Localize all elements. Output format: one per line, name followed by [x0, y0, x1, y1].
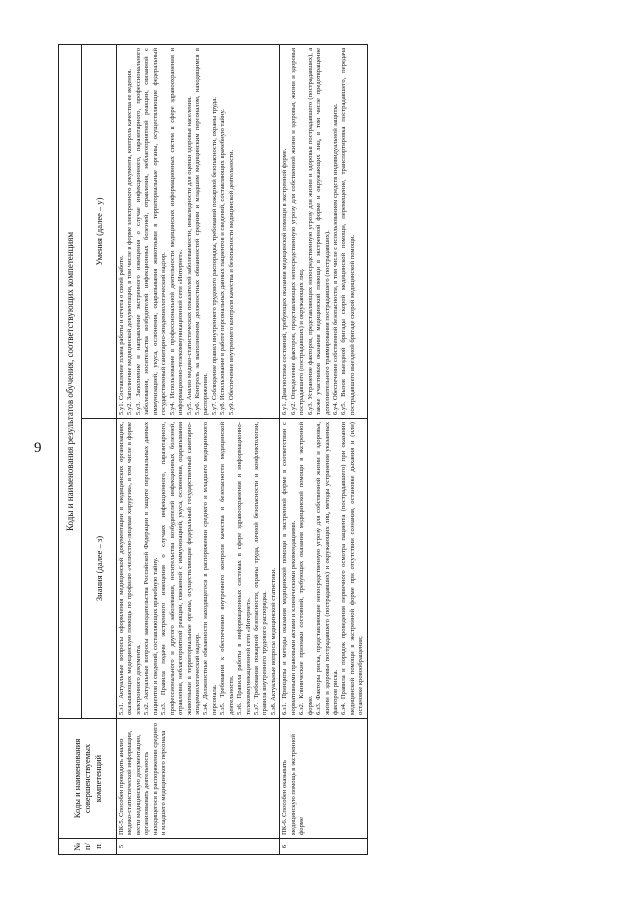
skill-item: 6.у5. Вызов выездной бригады скорой медицинской помощи, перемещение, транспортировка пострадавшего, передача пострадавшего выездной бригаде скорой медицинской помощи.	[340, 48, 356, 415]
rotated-page-content	[58, 45, 578, 855]
header-skills: Умения (далее – у)	[82, 45, 117, 419]
page-number: 9	[34, 440, 42, 456]
skill-item: 5.у6. Контроль за выполнением должностных обязанностей средним и младшим медицинским персоналом, находящимся в распоряжении.	[193, 48, 210, 415]
knowledge-item: 6.з3. Факторы риска, представляющие непосредственную угрозу для собственной жизни и здоровья, жизни и здоровья пострадавшего (пострадавших) и окружающих лиц, методы устранения указанных факторов риска.	[315, 422, 339, 715]
header-number: № п/п	[59, 839, 117, 855]
knowledge-item: 6.з4. Правила и порядок проведения первичного осмотра пациента (пострадавшего) при оказании медицинской помощи в экстренной форме при отсутствии сознания, остановке дыхания и (или) остановке кровообращения;	[340, 422, 365, 715]
row-number: 6	[280, 839, 367, 855]
skills-cell	[117, 45, 280, 419]
header-competence: Коды и наименования совершенствуемых компетенций	[59, 719, 117, 839]
knowledge-item: 5.з6. Правила работы в информационных системах в сфере здравоохранения и информационно-телекоммуникационной сети «Интернет».	[236, 422, 252, 715]
table-row	[117, 45, 280, 855]
knowledge-cell	[117, 419, 280, 719]
header-codes-title: Коды и наименования результатов обучения, соответствующих компетенциям	[59, 45, 82, 719]
skill-item: 5.у4. Использование в профессиональной деятельности медицинских информационных систем в сфере здравоохранения и информационно-телекоммуникационной сети «Интернет».	[168, 48, 185, 415]
skill-item: 5.у3. Заполнение и направление экстренного извещения о случае инфекционного, паразитарного, профессионального заболевания, носительства возбудителей инфекционных болезней, отравления, неблагоприятной реакции, связанной с иммунизацией, укуса, ослюнения, оцарапывания животными в территориальные органы, осуществляющие федеральный государственный санитарно-эпидемиологический надзор.	[134, 48, 168, 415]
skill-item: 6.у4. Обеспечение собственной безопасности, в том числе с использованием средств индивидуальной защиты.	[331, 103, 339, 415]
table-row	[280, 45, 367, 855]
knowledge-item: 5.з7. Требования пожарной безопасности, охраны труда, личной безопасности и конфликтологии, правила внутреннего трудового распорядка.	[253, 422, 269, 715]
skill-item: 6.у3. Устранение факторов, представляющих непосредственную угрозу для жизни и здоровья пострадавшего (пострадавших), а также участников оказания медицинской помощи в экстренной форме и окружающих лиц, в том числе предотвращение дополнительного травмирования пострадавшего (пострадавших).	[306, 48, 331, 415]
skill-item: 5.у9. Обеспечение внутреннего контроля качества и безопасности медицинской деятельности.	[227, 149, 235, 415]
competence-table	[58, 44, 368, 855]
skill-item: 5.у1. Составление плана работы и отчета о своей работе.	[118, 255, 125, 415]
skill-item: 6.у1. Диагностика состояний, требующих оказания медицинской помощи в экстренной форме.	[281, 148, 289, 415]
knowledge-item: 6.з2. Клинические признаки состояний, требующих оказания медицинской помощи в экстренной форме.	[298, 422, 314, 715]
knowledge-item: 5.з2. Актуальные вопросы законодательства Российской Федерации в защите персональных данных пациентов и сведений, составляющих врачебную тайну.	[143, 422, 159, 715]
knowledge-item: 5.з5. Требования к обеспечению внутреннего контроля качества и безопасности медицинской деятельности.	[219, 422, 235, 715]
knowledge-item: 6.з1. Принципы и методы оказания медицинской помощи в экстренной форме в соответствии с нормативными правовыми актами и клиническими рекомендациями.	[281, 422, 297, 715]
skills-cell	[280, 45, 367, 419]
competence-cell: ПК-5. Способен проводить анализ медико-статистической информации, вести медицинскую документацию, организовывать деятельность находящегося в распоряжении среднего и младшего медицинского персонала	[117, 719, 280, 839]
row-number: 5	[117, 839, 280, 855]
skill-item: 5.у8. Использование в работе персональных данных пациентов и сведений, составляющих врачебную тайну.	[219, 109, 227, 415]
knowledge-item: 5.з8. Актуальные вопросы медицинской статистики.	[269, 567, 277, 715]
knowledge-item: 5.з1. Актуальные вопросы оформления медицинской документации в медицинских организациях, оказывающих медицинскую помощь по профилю «челюстно-лицевая хирургия», в том числе в форме электронного документа.	[118, 422, 142, 715]
knowledge-cell	[280, 419, 367, 719]
skill-item: 5.у5. Анализ медико-статистических показателей заболеваемости, инвалидности для оценки здоровья населения.	[185, 96, 193, 415]
skill-item: 5.у7. Соблюдение правил внутреннего трудового распорядка, требований пожарной безопасности, охраны труда.	[210, 97, 218, 415]
header-knowledge: Знания (далее – з)	[82, 419, 117, 719]
competence-cell: ПК-6. Способен оказывать медицинскую помощь в экстренной форме	[280, 719, 367, 839]
skill-item: 5.у2. Заполнение медицинской документации, в том числе в форме электронного документа, контроль качества ее ведения.	[126, 68, 134, 415]
skill-item: 6.у2. Определение факторов, представляющих непосредственную угрозу для собственной жизни и здоровья, жизни и здоровья пострадавшего (пострадавших) и окружающих лиц.	[289, 48, 306, 415]
knowledge-item: 5.з4. Должностные обязанности находящегося в распоряжении среднего и младшего медицинского персонала.	[202, 422, 218, 715]
knowledge-item: 5.з3. Правила подачи экстренного извещения о случаях инфекционного, паразитарного, профессионального и другого заболевания, носительства возбудителей инфекционных болезней, отравления, неблагоприятной реакции, связанной с иммунизацией, укуса, ослюнения, оцарапывания животными в территориальные органы, осуществляющие федеральный государственный санитарно-эпидемиологический надзор.	[160, 422, 201, 715]
